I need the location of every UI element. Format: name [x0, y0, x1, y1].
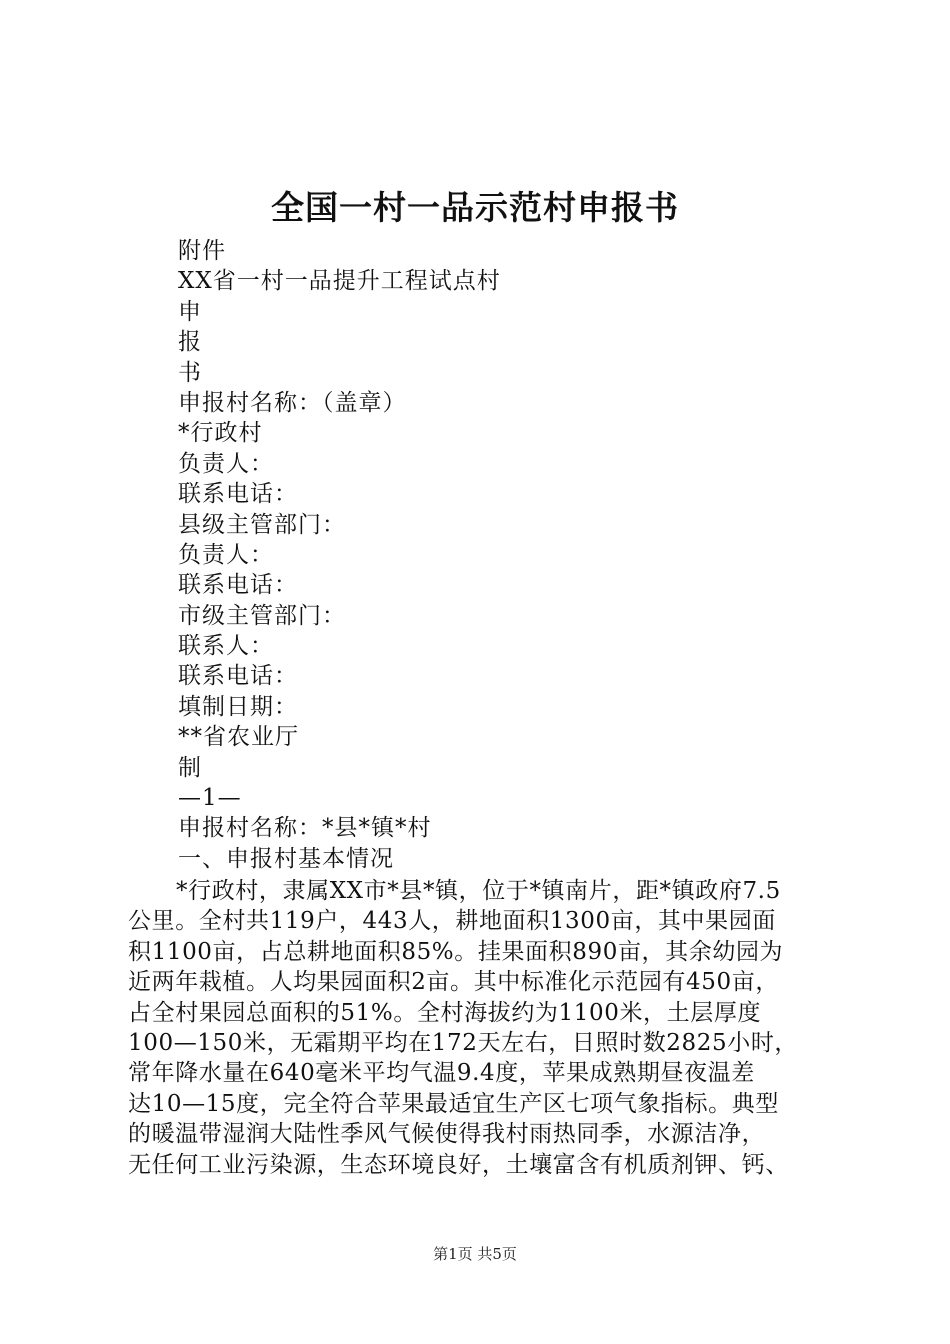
text-line: *行政村 — [178, 420, 263, 447]
text-line: **省农业厅 — [178, 724, 299, 751]
text-line: 附件 — [178, 238, 226, 264]
text-line: 负责人： — [178, 541, 274, 568]
paragraph-line: 公里。全村共119户，443人，耕地面积1300亩，其中果园面 — [128, 908, 776, 935]
text-line: 申报村名称：*县*镇*村 — [178, 815, 432, 842]
text-line: 报 — [178, 329, 202, 356]
paragraph-line: *行政村，隶属XX市*县*镇，位于*镇南片，距*镇政府7.5 — [176, 878, 781, 904]
paragraph-line: 无任何工业污染源，生态环境良好，土壤富含有机质剂钾、钙、 — [128, 1151, 789, 1178]
paragraph-line: 100—150米，无霜期平均在172天左右，日照时数2825小时， — [128, 1029, 799, 1056]
paragraph-line: 常年降水量在640毫米平均气温9.4度，苹果成熟期昼夜温差 — [128, 1060, 755, 1087]
document-title: 全国一村一品示范村申报书 — [271, 188, 679, 227]
text-line: 联系电话： — [178, 481, 298, 508]
text-line: XX省一村一品提升工程试点村 — [178, 268, 501, 295]
text-line: 县级主管部门： — [178, 511, 346, 538]
section-heading: 一、申报村基本情况 — [178, 845, 394, 872]
text-line: 申 — [178, 298, 202, 325]
paragraph-line: 达10—15度，完全符合苹果最适宜生产区七项气象指标。典型 — [128, 1090, 779, 1117]
page-number-inline: —1— — [178, 785, 242, 812]
header-lines — [178, 236, 878, 874]
paragraph-line: 的暖温带湿润大陆性季风气候使得我村雨热同季，水源洁净， — [128, 1121, 766, 1148]
text-line: 联系人： — [178, 633, 274, 660]
text-line: 书 — [178, 359, 202, 386]
paragraph-line: 占全村果园总面积的51%。全村海拔约为1100米，土层厚度 — [128, 999, 762, 1026]
paragraph-line: 近两年栽植。人均果园面积2亩。其中标准化示范园有450亩， — [128, 969, 779, 996]
paragraph-line: 积1100亩，占总耕地面积85%。挂果面积890亩，其余幼园为 — [128, 938, 784, 965]
text-line: 制 — [178, 754, 202, 781]
text-line: 负责人： — [178, 450, 274, 477]
body-paragraph — [128, 876, 832, 1180]
text-line: 联系电话： — [178, 572, 298, 599]
text-line: 市级主管部门： — [178, 602, 346, 629]
text-line: 联系电话： — [178, 663, 298, 690]
page-footer: 第1页 共5页 — [433, 1245, 517, 1263]
text-line: 申报村名称：（盖章） — [178, 389, 407, 416]
text-line: 填制日期： — [178, 693, 298, 720]
